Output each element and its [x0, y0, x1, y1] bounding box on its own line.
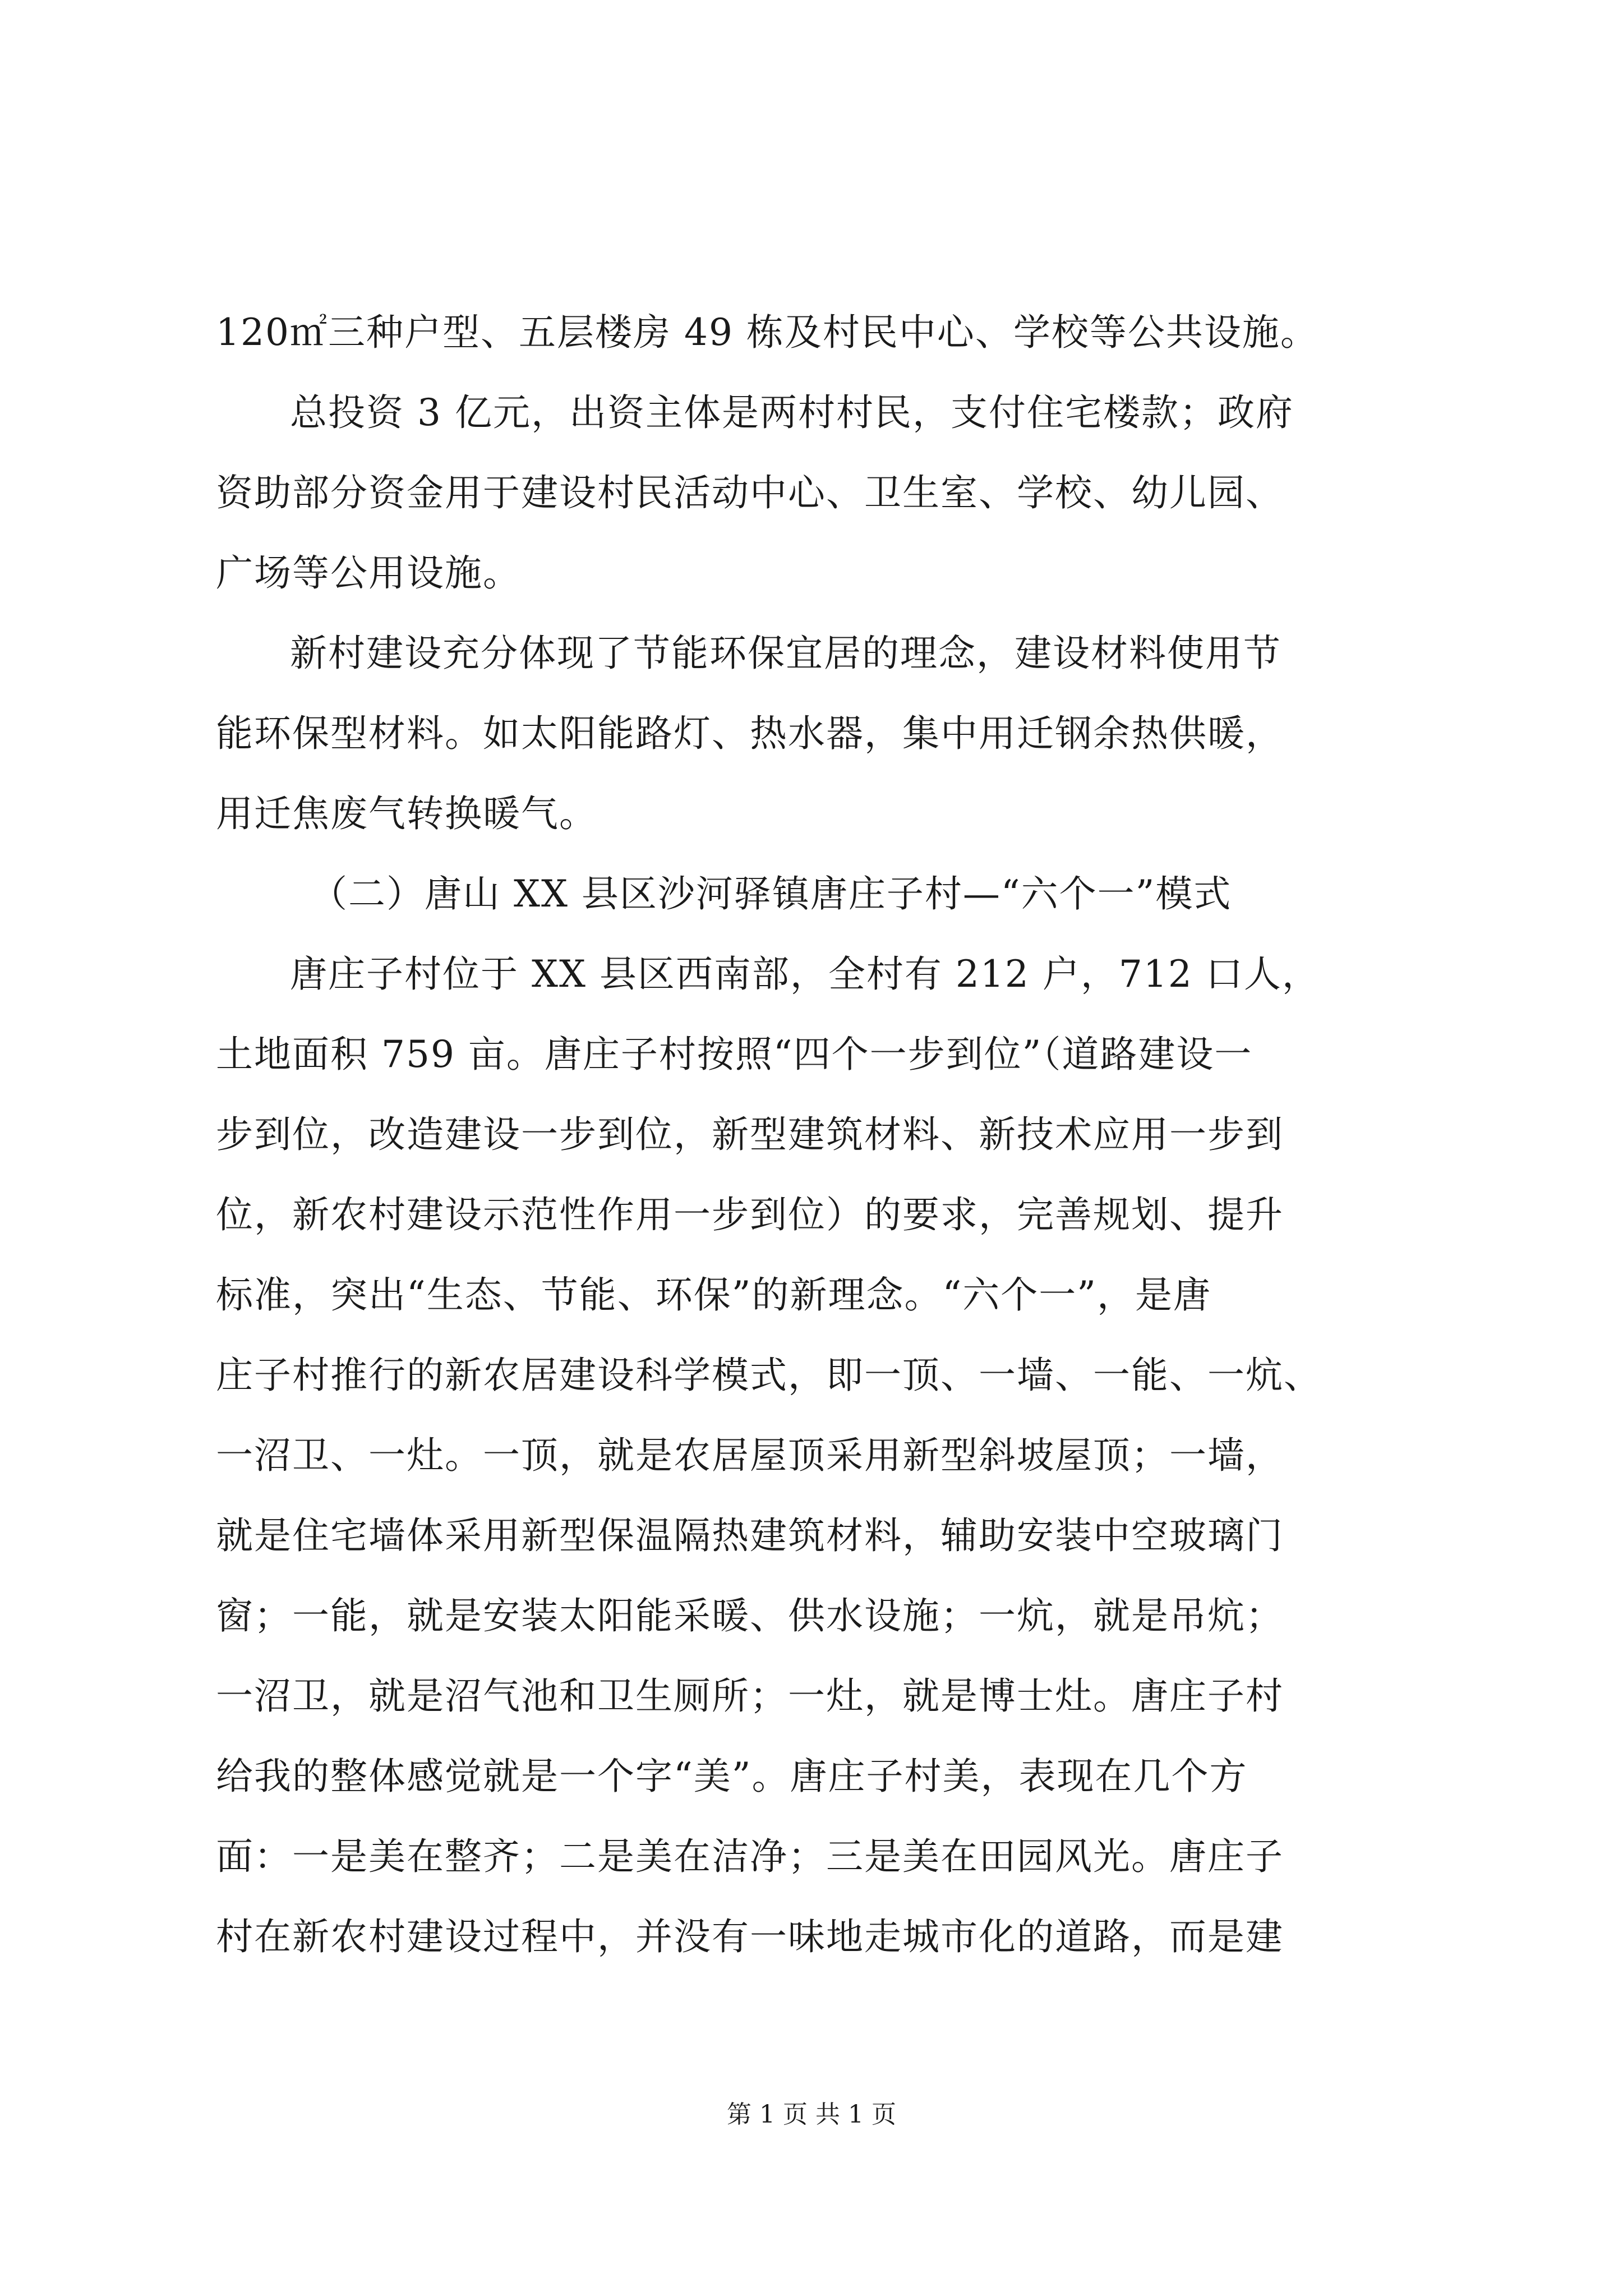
text-line: 120㎡三种户型、五层楼房 49 栋及村民中心、学校等公共设施。	[216, 311, 1318, 354]
text-line: 给我的整体感觉就是一个字“美”。唐庄子村美，表现在几个方	[216, 1755, 1248, 1798]
text-line: 庄子村推行的新农居建设科学模式，即一顶、一墙、一能、一炕、	[216, 1354, 1322, 1397]
text-line: 总投资 3 亿元，出资主体是两村村民，支付住宅楼款；政府	[290, 391, 1294, 434]
text-line: 就是住宅墙体采用新型保温隔热建筑材料，辅助安装中空玻璃门	[216, 1514, 1284, 1557]
text-line: 标准，突出“生态、节能、环保”的新理念。“六个一”，是唐	[216, 1273, 1211, 1317]
text-line: 能环保型材料。如太阳能路灯、热水器，集中用迁钢余热供暖，	[216, 712, 1284, 755]
text-line: 广场等公用设施。	[216, 551, 521, 595]
text-line: 村在新农村建设过程中，并没有一味地走城市化的道路，而是建	[216, 1915, 1284, 1958]
page-footer: 第 1 页 共 1 页	[727, 2100, 896, 2129]
section-heading: （二）唐山 XX 县区沙河驿镇唐庄子村—“六个一”模式	[310, 872, 1232, 915]
text-line: 土地面积 759 亩。唐庄子村按照“四个一步到位”（道路建设一	[216, 1033, 1253, 1076]
text-line: 用迁焦废气转换暖气。	[216, 792, 597, 835]
text-line: 步到位，改造建设一步到位，新型建筑材料、新技术应用一步到	[216, 1113, 1284, 1156]
text-line: 资助部分资金用于建设村民活动中心、卫生室、学校、幼儿园、	[216, 471, 1284, 514]
text-line: 唐庄子村位于 XX 县区西南部，全村有 212 户，712 口人，	[290, 953, 1320, 996]
text-line: 窗；一能，就是安装太阳能采暖、供水设施；一炕，就是吊炕；	[216, 1594, 1284, 1637]
text-line: 面：一是美在整齐；二是美在洁净；三是美在田园风光。唐庄子	[216, 1835, 1284, 1878]
text-line: 新村建设充分体现了节能环保宜居的理念，建设材料使用节	[290, 632, 1281, 675]
text-line: 一沼卫，就是沼气池和卫生厕所；一灶，就是博士灶。唐庄子村	[216, 1674, 1284, 1718]
text-line: 一沼卫、一灶。一顶，就是农居屋顶采用新型斜坡屋顶；一墙，	[216, 1434, 1284, 1477]
text-line: 位，新农村建设示范性作用一步到位）的要求，完善规划、提升	[216, 1193, 1284, 1236]
